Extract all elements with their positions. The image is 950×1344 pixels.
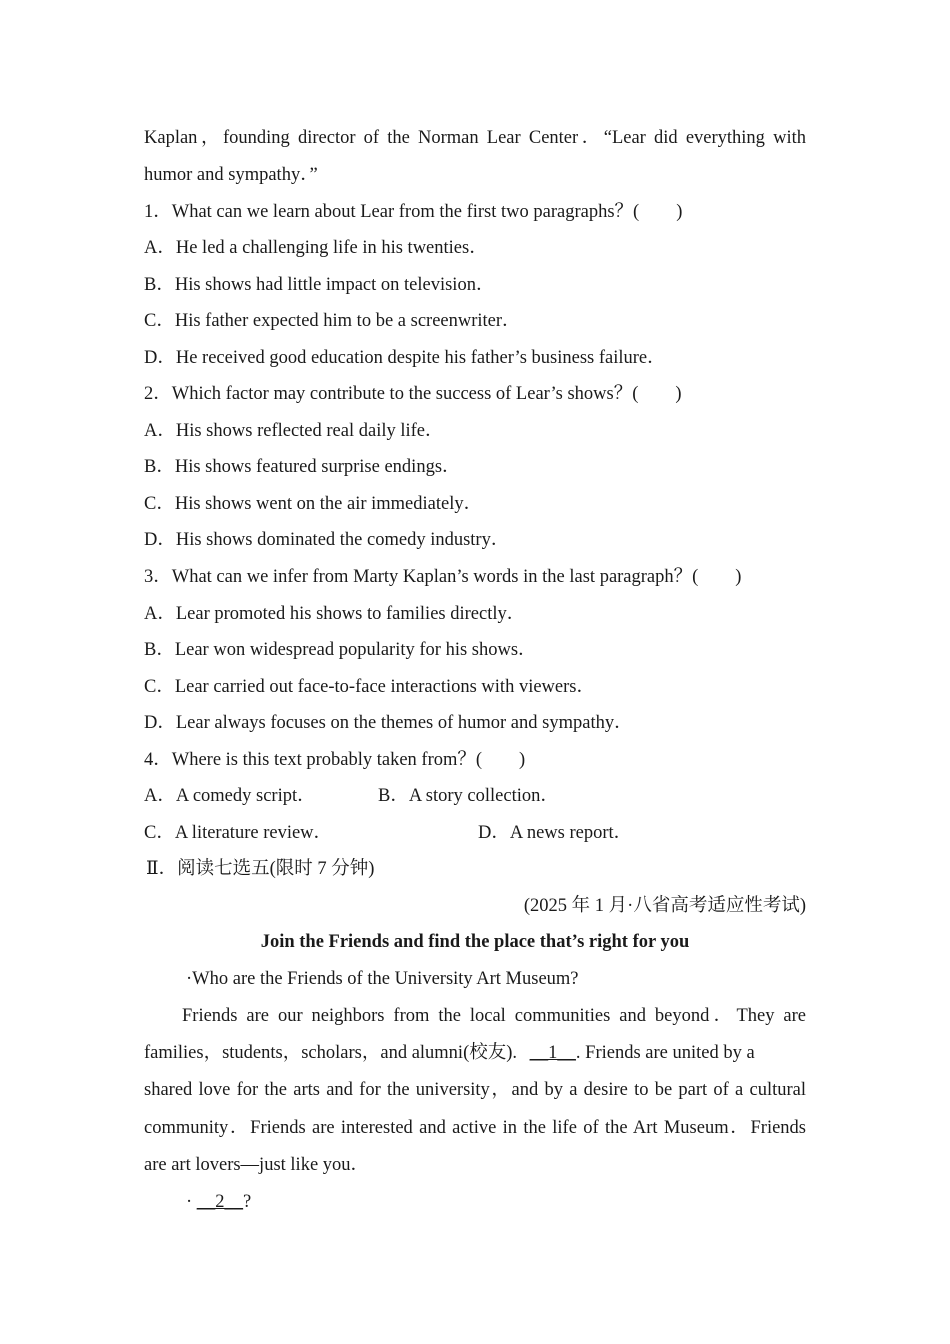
answer-option: C．His shows went on the air immediately． xyxy=(144,494,483,514)
passage-line: humor and sympathy．” xyxy=(144,165,318,185)
question-stem: 4．Where is this text probably taken from？( ) xyxy=(144,750,526,770)
answer-option: C．Lear carried out face-to-face interactions with viewers． xyxy=(144,677,595,697)
answer-option: A．A comedy script． xyxy=(144,786,316,806)
answer-option: D．His shows dominated the comedy industry． xyxy=(144,530,510,550)
section-heading: Ⅱ．阅读七选五(限时 7 分钟) xyxy=(146,859,375,879)
passage-line: are art lovers—just like you． xyxy=(144,1155,370,1175)
passage-line: shared love for the arts and for the university，and by a desire to be part of a cultural xyxy=(144,1080,806,1100)
answer-option: A．His shows reflected real daily life． xyxy=(144,421,444,441)
answer-option: D．A news report． xyxy=(478,823,633,843)
question-stem: 1．What can we learn about Lear from the first two paragraphs？( ) xyxy=(144,202,683,222)
passage-line xyxy=(144,1041,806,1065)
blank-1: __1__ xyxy=(529,1043,576,1063)
question-stem: 3．What can we infer from Marty Kaplan’s words in the last paragraph？( ) xyxy=(144,567,742,587)
bullet-heading xyxy=(186,1190,848,1214)
answer-option: C．His father expected him to be a screenwriter． xyxy=(144,311,521,331)
passage-text: families，students，scholars，and alumni(校友). xyxy=(144,1043,518,1063)
answer-option: B．His shows featured surprise endings． xyxy=(144,457,461,477)
passage-title: Join the Friends and find the place that’s right for you xyxy=(260,932,690,952)
answer-option: B．A story collection． xyxy=(378,786,559,806)
blank-2: __2__ xyxy=(196,1192,244,1212)
answer-option: D．He received good education despite his father’s business failure． xyxy=(144,348,666,368)
answer-option: A．Lear promoted his shows to families directly． xyxy=(144,604,526,624)
passage-line: Friends are our neighbors from the local communities and beyond．They are xyxy=(182,1006,806,1026)
passage-line: community．Friends are interested and active in the life of the Art Museum．Friends xyxy=(144,1118,806,1138)
answer-option: C．A literature review． xyxy=(144,823,333,843)
answer-option: B．Lear won widespread popularity for his shows． xyxy=(144,640,537,660)
answer-option: B．His shows had little impact on television． xyxy=(144,275,495,295)
exam-source: (2025 年 1 月·八省高考适应性考试) xyxy=(523,896,806,916)
passage-text: . Friends are united by a xyxy=(575,1043,755,1063)
question-stem: 2．Which factor may contribute to the success of Lear’s shows？( ) xyxy=(144,384,682,404)
question-mark: ? xyxy=(243,1192,252,1212)
bullet-heading: ·Who are the Friends of the University Art Museum? xyxy=(186,969,579,989)
answer-option: A．He led a challenging life in his twenties． xyxy=(144,238,488,258)
answer-option: D．Lear always focuses on the themes of humor and sympathy． xyxy=(144,713,633,733)
passage-line: Kaplan，founding director of the Norman Lear Center．“Lear did everything with xyxy=(144,128,806,148)
bullet-dot: · xyxy=(186,1192,193,1212)
